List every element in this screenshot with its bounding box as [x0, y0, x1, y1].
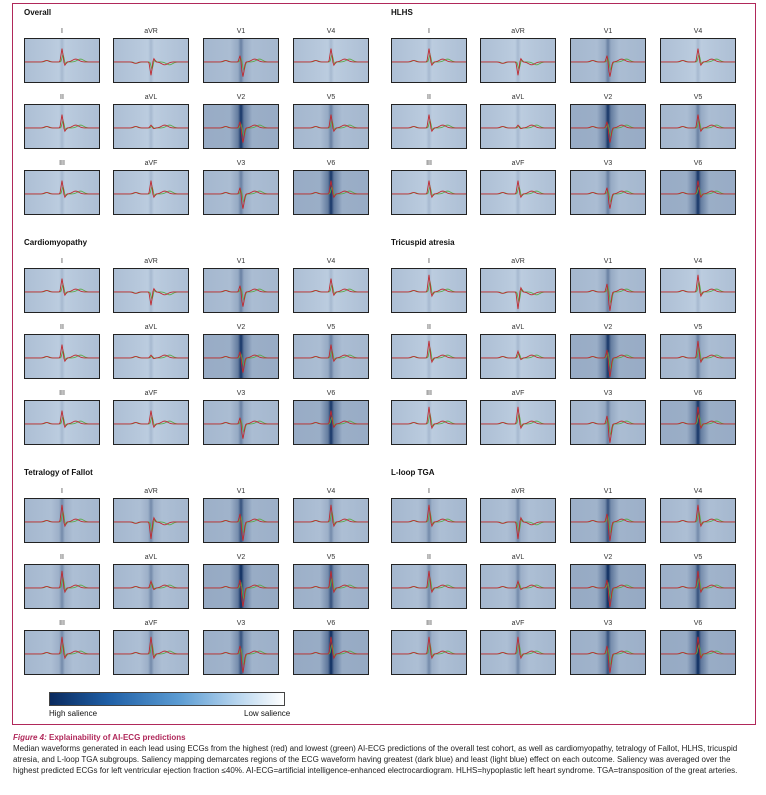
- ecg-lead-plot: [203, 498, 279, 543]
- ecg-lead-svg: [481, 171, 555, 214]
- panel-title: Tetralogy of Fallot: [24, 468, 93, 477]
- salience-band: [114, 171, 188, 214]
- legend-high-label: High salience: [49, 709, 98, 718]
- ecg-lead-plot: [660, 400, 736, 445]
- salience-band: [481, 39, 555, 82]
- ecg-lead-plot: [293, 268, 369, 313]
- lead-label: II: [427, 94, 431, 101]
- panel-title: Overall: [24, 8, 52, 17]
- ecg-lead-svg: [114, 335, 188, 378]
- lead-label: III: [426, 390, 432, 397]
- ecg-lead-plot: [391, 498, 467, 543]
- lead-label: V1: [236, 258, 246, 265]
- lead-label: V4: [693, 258, 703, 265]
- ecg-lead-plot: [480, 38, 556, 83]
- lead-label: V1: [236, 488, 246, 495]
- salience-band: [25, 39, 99, 82]
- lead-label: V3: [603, 620, 613, 627]
- lead-label: aVF: [511, 390, 525, 397]
- ecg-lead-svg: [571, 269, 645, 312]
- ecg-lead-svg: [204, 631, 278, 674]
- ecg-lead-plot: [113, 334, 189, 379]
- ecg-lead-svg: [481, 39, 555, 82]
- lead-label: II: [60, 324, 64, 331]
- ecg-lead-plot: [660, 38, 736, 83]
- lead-label: V6: [326, 390, 336, 397]
- ecg-lead-svg: [661, 39, 735, 82]
- ecg-lead-svg: [571, 171, 645, 214]
- lead-label: aVL: [511, 324, 525, 331]
- ecg-lead-plot: [113, 268, 189, 313]
- ecg-lead-plot: [113, 630, 189, 675]
- lead-label: V6: [693, 620, 703, 627]
- ecg-lead-plot: [570, 630, 646, 675]
- lead-label: V5: [693, 94, 703, 101]
- ecg-lead-svg: [661, 499, 735, 542]
- ecg-lead-plot: [660, 334, 736, 379]
- lead-label: aVR: [144, 488, 158, 495]
- lead-label: V1: [603, 258, 613, 265]
- ecg-lead-svg: [294, 565, 368, 608]
- caption-title: Explainability of AI-ECG predictions: [49, 733, 186, 742]
- ecg-lead-svg: [661, 401, 735, 444]
- salience-band: [481, 335, 555, 378]
- lead-label: II: [427, 554, 431, 561]
- lead-label: V3: [603, 390, 613, 397]
- ecg-lead-svg: [25, 401, 99, 444]
- salience-band: [25, 401, 99, 444]
- ecg-lead-svg: [25, 499, 99, 542]
- ecg-lead-plot: [203, 400, 279, 445]
- lead-label: V2: [603, 94, 613, 101]
- lead-label: III: [59, 620, 65, 627]
- lead-label: III: [59, 390, 65, 397]
- salience-band: [294, 401, 368, 444]
- lead-label: V6: [326, 620, 336, 627]
- ecg-lead-svg: [25, 171, 99, 214]
- ecg-lead-svg: [114, 565, 188, 608]
- ecg-lead-plot: [113, 498, 189, 543]
- lead-label: aVF: [144, 620, 158, 627]
- ecg-lead-svg: [25, 631, 99, 674]
- ecg-lead-svg: [571, 105, 645, 148]
- salience-band: [294, 335, 368, 378]
- ecg-lead-svg: [661, 105, 735, 148]
- lead-label: V5: [326, 324, 336, 331]
- ecg-lead-plot: [293, 104, 369, 149]
- salience-band: [294, 269, 368, 312]
- lead-label: aVL: [144, 94, 158, 101]
- ecg-lead-plot: [203, 564, 279, 609]
- ecg-lead-svg: [481, 565, 555, 608]
- lead-label: V6: [693, 160, 703, 167]
- lead-label: V5: [326, 554, 336, 561]
- lead-label: V4: [326, 28, 336, 35]
- ecg-lead-plot: [203, 630, 279, 675]
- ecg-lead-svg: [204, 335, 278, 378]
- salience-band: [25, 269, 99, 312]
- ecg-lead-svg: [294, 499, 368, 542]
- caption-body: Median waveforms generated in each lead using ECGs from the highest (red) and lowest (green) AI-ECG predictions of the overall test cohort, as well as cardiomyopathy, tetralogy of Fallot, HLHS, tricuspid atresia, and L-loop TGA subgroups. Saliency mapping demarcates regions of the ECG waveform having greatest (dark blue) and least (light blue) effect on each outcome. Saliency was averaged over the highest predicted ECGs for left ventricular ejection fraction ≤40%. AI-ECG=artificial intelligence-enhanced electrocardiogram. HLHS=hypoplastic left heart syndrome. TGA=transposition of the great arteries.: [13, 744, 738, 775]
- ecg-lead-svg: [392, 335, 466, 378]
- lead-label: V2: [236, 554, 246, 561]
- ecg-lead-plot: [113, 564, 189, 609]
- ecg-lead-svg: [481, 499, 555, 542]
- lead-label: V5: [693, 554, 703, 561]
- ecg-lead-plot: [391, 104, 467, 149]
- lead-label: I: [61, 28, 63, 35]
- lead-label: V2: [236, 94, 246, 101]
- lead-label: aVR: [511, 28, 525, 35]
- salience-band: [114, 269, 188, 312]
- ecg-lead-svg: [481, 631, 555, 674]
- ecg-lead-plot: [24, 38, 100, 83]
- ecg-lead-plot: [391, 334, 467, 379]
- ecg-lead-plot: [480, 564, 556, 609]
- ecg-lead-plot: [293, 630, 369, 675]
- salience-band: [114, 39, 188, 82]
- panel-title: Cardiomyopathy: [24, 238, 88, 247]
- lead-label: aVF: [511, 160, 525, 167]
- ecg-lead-svg: [204, 565, 278, 608]
- lead-label: aVL: [144, 324, 158, 331]
- ecg-lead-svg: [25, 335, 99, 378]
- ecg-lead-svg: [392, 499, 466, 542]
- salience-band: [661, 171, 735, 214]
- ecg-lead-svg: [114, 269, 188, 312]
- ecg-lead-plot: [203, 268, 279, 313]
- lead-label: V5: [326, 94, 336, 101]
- ecg-lead-plot: [203, 334, 279, 379]
- ecg-lead-plot: [203, 38, 279, 83]
- lead-label: aVL: [511, 554, 525, 561]
- ecg-lead-svg: [114, 105, 188, 148]
- ecg-lead-svg: [25, 269, 99, 312]
- ecg-lead-svg: [294, 39, 368, 82]
- ecg-lead-svg: [571, 335, 645, 378]
- ecg-lead-plot: [570, 334, 646, 379]
- ecg-lead-svg: [114, 499, 188, 542]
- ecg-lead-svg: [481, 105, 555, 148]
- ecg-lead-plot: [570, 104, 646, 149]
- ecg-lead-svg: [661, 269, 735, 312]
- ecg-lead-plot: [24, 268, 100, 313]
- ecg-lead-svg: [661, 565, 735, 608]
- lead-label: aVF: [511, 620, 525, 627]
- ecg-lead-plot: [391, 400, 467, 445]
- ecg-lead-plot: [570, 170, 646, 215]
- salience-band: [661, 105, 735, 148]
- lead-label: V4: [693, 488, 703, 495]
- ecg-lead-plot: [24, 104, 100, 149]
- salience-band: [25, 335, 99, 378]
- figure-caption: [13, 732, 755, 776]
- lead-label: V2: [603, 324, 613, 331]
- ecg-lead-svg: [294, 631, 368, 674]
- ecg-lead-svg: [114, 39, 188, 82]
- lead-label: aVF: [144, 390, 158, 397]
- caption-label: Figure 4:: [13, 733, 47, 742]
- ecg-lead-svg: [392, 105, 466, 148]
- ecg-lead-plot: [660, 630, 736, 675]
- ecg-lead-plot: [24, 498, 100, 543]
- ecg-lead-svg: [661, 335, 735, 378]
- salience-band: [392, 39, 466, 82]
- ecg-lead-plot: [293, 38, 369, 83]
- ecg-lead-plot: [24, 170, 100, 215]
- lead-label: V1: [603, 488, 613, 495]
- lead-label: V1: [603, 28, 613, 35]
- ecg-lead-plot: [293, 564, 369, 609]
- ecg-lead-svg: [392, 269, 466, 312]
- lead-label: V4: [693, 28, 703, 35]
- salience-band: [294, 171, 368, 214]
- lead-label: V2: [603, 554, 613, 561]
- lead-label: II: [60, 554, 64, 561]
- ecg-lead-svg: [204, 269, 278, 312]
- ecg-lead-plot: [480, 498, 556, 543]
- ecg-lead-plot: [660, 104, 736, 149]
- ecg-lead-plot: [293, 498, 369, 543]
- ecg-lead-svg: [204, 39, 278, 82]
- ecg-lead-plot: [391, 38, 467, 83]
- ecg-lead-plot: [660, 268, 736, 313]
- ecg-lead-svg: [571, 499, 645, 542]
- ecg-lead-plot: [293, 170, 369, 215]
- lead-label: V2: [236, 324, 246, 331]
- salience-band: [294, 39, 368, 82]
- salience-band: [25, 171, 99, 214]
- ecg-lead-svg: [481, 401, 555, 444]
- ecg-lead-svg: [571, 631, 645, 674]
- lead-label: I: [428, 258, 430, 265]
- ecg-lead-svg: [294, 269, 368, 312]
- lead-label: V1: [236, 28, 246, 35]
- ecg-lead-svg: [294, 335, 368, 378]
- ecg-lead-plot: [480, 400, 556, 445]
- lead-label: I: [61, 258, 63, 265]
- salience-band: [25, 105, 99, 148]
- lead-label: II: [427, 324, 431, 331]
- ecg-lead-plot: [113, 104, 189, 149]
- ecg-lead-svg: [661, 631, 735, 674]
- ecg-lead-plot: [24, 334, 100, 379]
- lead-label: V3: [236, 390, 246, 397]
- salience-band: [392, 171, 466, 214]
- lead-label: V6: [326, 160, 336, 167]
- ecg-lead-svg: [661, 171, 735, 214]
- ecg-lead-plot: [203, 104, 279, 149]
- salience-band: [481, 171, 555, 214]
- ecg-lead-svg: [204, 171, 278, 214]
- salience-band: [294, 105, 368, 148]
- legend-low-label: Low salience: [244, 709, 291, 718]
- ecg-lead-plot: [660, 498, 736, 543]
- ecg-lead-plot: [570, 498, 646, 543]
- ecg-lead-plot: [113, 38, 189, 83]
- lead-label: aVR: [511, 488, 525, 495]
- ecg-lead-svg: [392, 401, 466, 444]
- ecg-lead-plot: [24, 400, 100, 445]
- ecg-lead-svg: [392, 565, 466, 608]
- ecg-lead-svg: [114, 401, 188, 444]
- lead-label: V4: [326, 488, 336, 495]
- ecg-lead-plot: [293, 400, 369, 445]
- lead-label: II: [60, 94, 64, 101]
- ecg-lead-svg: [25, 39, 99, 82]
- ecg-lead-svg: [114, 171, 188, 214]
- ecg-lead-plot: [293, 334, 369, 379]
- salience-band: [114, 401, 188, 444]
- ecg-lead-plot: [391, 268, 467, 313]
- ecg-lead-plot: [660, 564, 736, 609]
- ecg-lead-svg: [392, 171, 466, 214]
- lead-label: V4: [326, 258, 336, 265]
- lead-label: I: [61, 488, 63, 495]
- lead-label: aVL: [144, 554, 158, 561]
- lead-label: V3: [236, 620, 246, 627]
- ecg-lead-svg: [294, 171, 368, 214]
- ecg-lead-plot: [660, 170, 736, 215]
- ecg-lead-plot: [480, 104, 556, 149]
- panel-title: L-loop TGA: [391, 468, 435, 477]
- lead-label: V6: [693, 390, 703, 397]
- ecg-lead-svg: [114, 631, 188, 674]
- ecg-lead-plot: [391, 170, 467, 215]
- lead-label: V3: [603, 160, 613, 167]
- lead-label: aVR: [511, 258, 525, 265]
- ecg-lead-svg: [481, 335, 555, 378]
- salience-colorbar: [49, 692, 285, 706]
- lead-label: III: [426, 160, 432, 167]
- ecg-lead-svg: [481, 269, 555, 312]
- ecg-lead-plot: [570, 268, 646, 313]
- ecg-lead-svg: [392, 631, 466, 674]
- ecg-lead-plot: [480, 630, 556, 675]
- ecg-lead-svg: [392, 39, 466, 82]
- ecg-lead-plot: [570, 564, 646, 609]
- lead-label: I: [428, 28, 430, 35]
- panel-title: Tricuspid atresia: [391, 238, 455, 247]
- ecg-lead-plot: [570, 38, 646, 83]
- ecg-lead-svg: [571, 39, 645, 82]
- ecg-lead-plot: [480, 334, 556, 379]
- ecg-lead-svg: [204, 499, 278, 542]
- lead-label: aVR: [144, 258, 158, 265]
- ecg-lead-plot: [24, 630, 100, 675]
- ecg-lead-svg: [25, 565, 99, 608]
- ecg-lead-svg: [294, 401, 368, 444]
- lead-label: V3: [236, 160, 246, 167]
- salience-band: [481, 565, 555, 608]
- panel-title: HLHS: [391, 8, 413, 17]
- lead-label: III: [426, 620, 432, 627]
- lead-label: I: [428, 488, 430, 495]
- ecg-lead-svg: [204, 401, 278, 444]
- lead-label: III: [59, 160, 65, 167]
- ecg-lead-plot: [570, 400, 646, 445]
- salience-band: [392, 105, 466, 148]
- ecg-lead-svg: [571, 565, 645, 608]
- lead-label: aVF: [144, 160, 158, 167]
- ecg-lead-svg: [204, 105, 278, 148]
- ecg-lead-plot: [391, 564, 467, 609]
- ecg-lead-plot: [391, 630, 467, 675]
- ecg-lead-plot: [24, 564, 100, 609]
- ecg-lead-svg: [25, 105, 99, 148]
- lead-label: V5: [693, 324, 703, 331]
- ecg-lead-svg: [294, 105, 368, 148]
- salience-band: [114, 565, 188, 608]
- ecg-lead-plot: [480, 268, 556, 313]
- lead-label: aVL: [511, 94, 525, 101]
- ecg-lead-plot: [113, 400, 189, 445]
- ecg-lead-plot: [203, 170, 279, 215]
- ecg-lead-plot: [113, 170, 189, 215]
- ecg-lead-svg: [571, 401, 645, 444]
- lead-label: aVR: [144, 28, 158, 35]
- ecg-lead-plot: [480, 170, 556, 215]
- salience-band: [661, 39, 735, 82]
